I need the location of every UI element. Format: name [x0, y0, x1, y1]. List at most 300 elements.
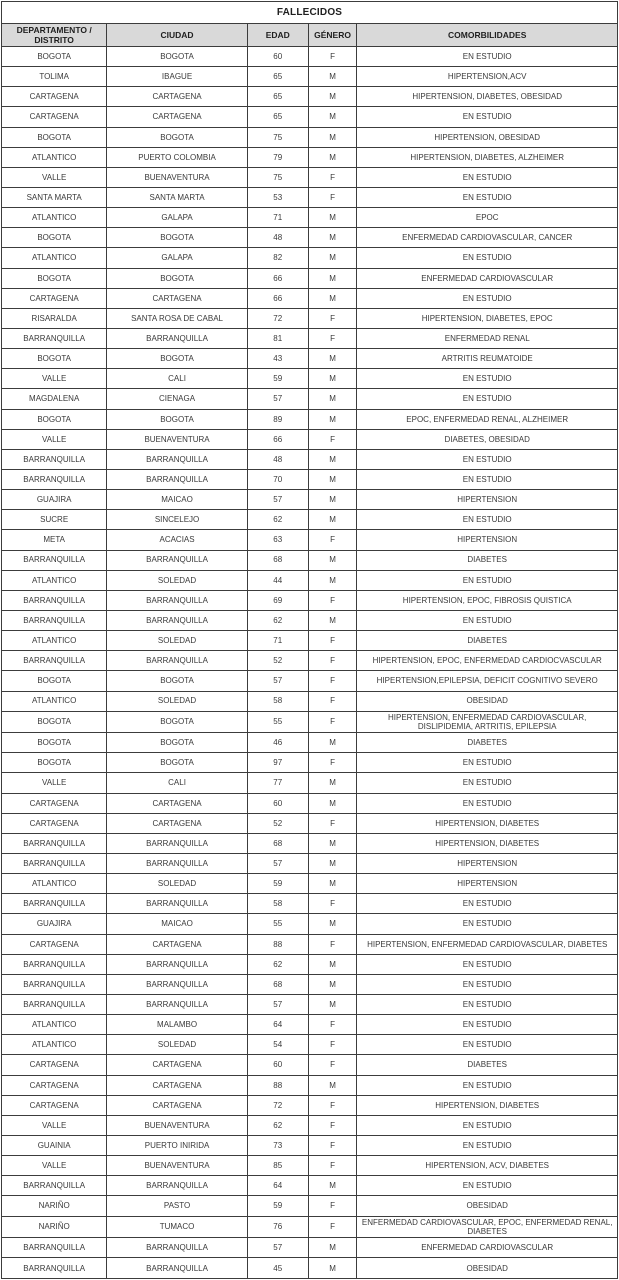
cell-ciudad: CALI — [107, 369, 247, 389]
cell-ciudad: BARRANQUILLA — [107, 651, 247, 671]
cell-comorbilidades: EN ESTUDIO — [357, 1015, 618, 1035]
cell-departamento: BARRANQUILLA — [2, 469, 107, 489]
cell-departamento: ATLANTICO — [2, 691, 107, 711]
cell-genero: M — [308, 369, 357, 389]
cell-edad: 65 — [247, 87, 308, 107]
cell-departamento: BARRANQUILLA — [2, 954, 107, 974]
cell-comorbilidades: HIPERTENSION, DIABETES — [357, 813, 618, 833]
cell-genero: M — [308, 510, 357, 530]
cell-genero: M — [308, 67, 357, 87]
cell-departamento: BARRANQUILLA — [2, 550, 107, 570]
cell-departamento: BOGOTA — [2, 753, 107, 773]
cell-comorbilidades: OBESIDAD — [357, 1258, 618, 1279]
cell-edad: 97 — [247, 753, 308, 773]
table-row — [2, 631, 618, 651]
cell-ciudad: CARTAGENA — [107, 934, 247, 954]
cell-comorbilidades: EN ESTUDIO — [357, 894, 618, 914]
cell-comorbilidades: OBESIDAD — [357, 1196, 618, 1216]
cell-departamento: CARTAGENA — [2, 87, 107, 107]
cell-edad: 65 — [247, 107, 308, 127]
table-title-row — [2, 2, 618, 24]
cell-edad: 62 — [247, 610, 308, 630]
cell-genero: F — [308, 1115, 357, 1135]
cell-comorbilidades: EN ESTUDIO — [357, 1075, 618, 1095]
cell-comorbilidades: EN ESTUDIO — [357, 995, 618, 1015]
cell-edad: 60 — [247, 1055, 308, 1075]
cell-departamento: ATLANTICO — [2, 248, 107, 268]
cell-comorbilidades: EN ESTUDIO — [357, 288, 618, 308]
cell-comorbilidades: HIPERTENSION,ACV — [357, 67, 618, 87]
cell-ciudad: CARTAGENA — [107, 87, 247, 107]
cell-comorbilidades: HIPERTENSION, OBESIDAD — [357, 127, 618, 147]
cell-genero: M — [308, 833, 357, 853]
table-row — [2, 974, 618, 994]
cell-edad: 70 — [247, 469, 308, 489]
column-header-comorbilidades: COMORBILIDADES — [357, 24, 618, 47]
cell-genero: F — [308, 934, 357, 954]
table-row — [2, 874, 618, 894]
cell-edad: 53 — [247, 187, 308, 207]
cell-comorbilidades: HIPERTENSION, ACV, DIABETES — [357, 1156, 618, 1176]
cell-ciudad: CARTAGENA — [107, 1055, 247, 1075]
cell-genero: F — [308, 187, 357, 207]
cell-genero: F — [308, 167, 357, 187]
cell-departamento: VALLE — [2, 1115, 107, 1135]
cell-comorbilidades: EN ESTUDIO — [357, 570, 618, 590]
cell-comorbilidades: HIPERTENSION, ENFERMEDAD CARDIOVASCULAR, DIABETES — [357, 934, 618, 954]
cell-comorbilidades: EN ESTUDIO — [357, 1176, 618, 1196]
table-row — [2, 733, 618, 753]
cell-comorbilidades: EN ESTUDIO — [357, 107, 618, 127]
cell-ciudad: GALAPA — [107, 248, 247, 268]
cell-ciudad: BOGOTA — [107, 228, 247, 248]
cell-comorbilidades: EN ESTUDIO — [357, 1135, 618, 1155]
table-row — [2, 934, 618, 954]
cell-ciudad: BUENAVENTURA — [107, 1115, 247, 1135]
cell-genero: F — [308, 1156, 357, 1176]
cell-edad: 57 — [247, 389, 308, 409]
table-row — [2, 1216, 618, 1238]
cell-edad: 59 — [247, 1196, 308, 1216]
cell-ciudad: BARRANQUILLA — [107, 833, 247, 853]
cell-genero: M — [308, 974, 357, 994]
cell-departamento: BOGOTA — [2, 47, 107, 67]
cell-edad: 58 — [247, 691, 308, 711]
cell-genero: F — [308, 308, 357, 328]
cell-ciudad: BOGOTA — [107, 268, 247, 288]
cell-genero: F — [308, 1135, 357, 1155]
table-row — [2, 187, 618, 207]
cell-departamento: BARRANQUILLA — [2, 651, 107, 671]
cell-departamento: META — [2, 530, 107, 550]
cell-genero: F — [308, 1015, 357, 1035]
column-header-ciudad: CIUDAD — [107, 24, 247, 47]
cell-ciudad: BARRANQUILLA — [107, 974, 247, 994]
table-row — [2, 369, 618, 389]
cell-ciudad: TUMACO — [107, 1216, 247, 1238]
cell-genero: M — [308, 449, 357, 469]
table-row — [2, 147, 618, 167]
cell-departamento: BARRANQUILLA — [2, 995, 107, 1015]
table-row — [2, 208, 618, 228]
table-row — [2, 813, 618, 833]
cell-edad: 72 — [247, 1095, 308, 1115]
cell-departamento: NARIÑO — [2, 1196, 107, 1216]
cell-ciudad: CIENAGA — [107, 389, 247, 409]
cell-departamento: BARRANQUILLA — [2, 1176, 107, 1196]
cell-departamento: BOGOTA — [2, 268, 107, 288]
cell-comorbilidades: DIABETES — [357, 1055, 618, 1075]
cell-genero: M — [308, 733, 357, 753]
cell-ciudad: BUENAVENTURA — [107, 429, 247, 449]
cell-comorbilidades: EN ESTUDIO — [357, 469, 618, 489]
cell-genero: M — [308, 995, 357, 1015]
cell-ciudad: CARTAGENA — [107, 793, 247, 813]
cell-departamento: ATLANTICO — [2, 1035, 107, 1055]
cell-edad: 69 — [247, 590, 308, 610]
cell-ciudad: BOGOTA — [107, 711, 247, 733]
table-row — [2, 995, 618, 1015]
cell-edad: 48 — [247, 228, 308, 248]
cell-genero: F — [308, 894, 357, 914]
cell-edad: 57 — [247, 490, 308, 510]
cell-comorbilidades: HIPERTENSION, EPOC, FIBROSIS QUISTICA — [357, 590, 618, 610]
table-row — [2, 1055, 618, 1075]
table-row — [2, 1115, 618, 1135]
cell-ciudad: SOLEDAD — [107, 1035, 247, 1055]
cell-ciudad: BOGOTA — [107, 349, 247, 369]
cell-genero: F — [308, 530, 357, 550]
cell-genero: M — [308, 874, 357, 894]
table-row — [2, 1156, 618, 1176]
cell-ciudad: BARRANQUILLA — [107, 610, 247, 630]
cell-ciudad: CARTAGENA — [107, 107, 247, 127]
cell-edad: 76 — [247, 1216, 308, 1238]
column-header-genero: GÉNERO — [308, 24, 357, 47]
table-row — [2, 1135, 618, 1155]
cell-edad: 45 — [247, 1258, 308, 1279]
cell-ciudad: BOGOTA — [107, 753, 247, 773]
cell-edad: 81 — [247, 328, 308, 348]
cell-departamento: BOGOTA — [2, 671, 107, 691]
cell-genero: F — [308, 691, 357, 711]
cell-departamento: VALLE — [2, 773, 107, 793]
table-row — [2, 954, 618, 974]
cell-ciudad: CARTAGENA — [107, 1095, 247, 1115]
cell-edad: 85 — [247, 1156, 308, 1176]
cell-genero: F — [308, 671, 357, 691]
cell-genero: M — [308, 610, 357, 630]
cell-departamento: NARIÑO — [2, 1216, 107, 1238]
cell-comorbilidades: HIPERTENSION — [357, 530, 618, 550]
table-row — [2, 47, 618, 67]
cell-edad: 68 — [247, 974, 308, 994]
cell-genero: F — [308, 1196, 357, 1216]
cell-edad: 43 — [247, 349, 308, 369]
cell-edad: 75 — [247, 127, 308, 147]
table-row — [2, 570, 618, 590]
cell-genero: M — [308, 1238, 357, 1258]
cell-departamento: BOGOTA — [2, 711, 107, 733]
cell-ciudad: CARTAGENA — [107, 1075, 247, 1095]
cell-genero: F — [308, 429, 357, 449]
cell-comorbilidades: ENFERMEDAD CARDIOVASCULAR, EPOC, ENFERMEDAD RENAL, DIABETES — [357, 1216, 618, 1238]
cell-genero: M — [308, 1075, 357, 1095]
table-row — [2, 1015, 618, 1035]
table-row — [2, 469, 618, 489]
table-row — [2, 288, 618, 308]
table-row — [2, 409, 618, 429]
cell-comorbilidades: EN ESTUDIO — [357, 914, 618, 934]
cell-genero: M — [308, 268, 357, 288]
table-title: FALLECIDOS — [2, 2, 618, 24]
cell-ciudad: CARTAGENA — [107, 813, 247, 833]
cell-comorbilidades: HIPERTENSION,EPILEPSIA, DEFICIT COGNITIVO SEVERO — [357, 671, 618, 691]
cell-comorbilidades: EN ESTUDIO — [357, 369, 618, 389]
cell-edad: 64 — [247, 1176, 308, 1196]
cell-ciudad: SOLEDAD — [107, 874, 247, 894]
cell-edad: 77 — [247, 773, 308, 793]
cell-edad: 79 — [247, 147, 308, 167]
cell-comorbilidades: EN ESTUDIO — [357, 389, 618, 409]
cell-genero: M — [308, 793, 357, 813]
cell-genero: M — [308, 147, 357, 167]
cell-genero: F — [308, 651, 357, 671]
table-row — [2, 793, 618, 813]
cell-edad: 88 — [247, 1075, 308, 1095]
table-row — [2, 167, 618, 187]
cell-departamento: TOLIMA — [2, 67, 107, 87]
cell-edad: 54 — [247, 1035, 308, 1055]
cell-edad: 64 — [247, 1015, 308, 1035]
cell-ciudad: PUERTO INIRIDA — [107, 1135, 247, 1155]
cell-ciudad: BARRANQUILLA — [107, 590, 247, 610]
cell-comorbilidades: HIPERTENSION, DIABETES, OBESIDAD — [357, 87, 618, 107]
table-row — [2, 1258, 618, 1279]
cell-departamento: VALLE — [2, 167, 107, 187]
cell-comorbilidades: HIPERTENSION, ENFERMEDAD CARDIOVASCULAR, DISLIPIDEMIA, ARTRITIS, EPILEPSIA — [357, 711, 618, 733]
table-row — [2, 87, 618, 107]
cell-departamento: BOGOTA — [2, 127, 107, 147]
cell-genero: F — [308, 711, 357, 733]
cell-comorbilidades: EN ESTUDIO — [357, 773, 618, 793]
cell-departamento: CARTAGENA — [2, 1095, 107, 1115]
table-body — [2, 47, 618, 1279]
cell-ciudad: BUENAVENTURA — [107, 1156, 247, 1176]
table-row — [2, 1075, 618, 1095]
cell-departamento: GUAJIRA — [2, 914, 107, 934]
cell-departamento: RISARALDA — [2, 308, 107, 328]
cell-ciudad: MAICAO — [107, 914, 247, 934]
cell-comorbilidades: ARTRITIS REUMATOIDE — [357, 349, 618, 369]
cell-departamento: CARTAGENA — [2, 934, 107, 954]
cell-departamento: SANTA MARTA — [2, 187, 107, 207]
cell-edad: 46 — [247, 733, 308, 753]
cell-edad: 82 — [247, 248, 308, 268]
cell-ciudad: BOGOTA — [107, 733, 247, 753]
table-row — [2, 349, 618, 369]
cell-edad: 66 — [247, 429, 308, 449]
cell-edad: 66 — [247, 288, 308, 308]
table-row — [2, 127, 618, 147]
cell-comorbilidades: EN ESTUDIO — [357, 248, 618, 268]
cell-comorbilidades: OBESIDAD — [357, 691, 618, 711]
cell-departamento: CARTAGENA — [2, 1055, 107, 1075]
cell-edad: 58 — [247, 894, 308, 914]
cell-comorbilidades: EN ESTUDIO — [357, 793, 618, 813]
cell-edad: 75 — [247, 167, 308, 187]
cell-genero: M — [308, 914, 357, 934]
cell-ciudad: CARTAGENA — [107, 288, 247, 308]
cell-edad: 62 — [247, 510, 308, 530]
cell-edad: 71 — [247, 208, 308, 228]
cell-edad: 88 — [247, 934, 308, 954]
cell-genero: M — [308, 228, 357, 248]
cell-genero: M — [308, 107, 357, 127]
cell-genero: F — [308, 753, 357, 773]
cell-edad: 57 — [247, 1238, 308, 1258]
cell-ciudad: GALAPA — [107, 208, 247, 228]
table-row — [2, 914, 618, 934]
cell-edad: 68 — [247, 550, 308, 570]
cell-departamento: SUCRE — [2, 510, 107, 530]
cell-edad: 59 — [247, 369, 308, 389]
cell-edad: 59 — [247, 874, 308, 894]
cell-departamento: CARTAGENA — [2, 1075, 107, 1095]
cell-departamento: BOGOTA — [2, 349, 107, 369]
cell-genero: M — [308, 469, 357, 489]
cell-comorbilidades: EN ESTUDIO — [357, 1115, 618, 1135]
cell-departamento: BARRANQUILLA — [2, 1238, 107, 1258]
cell-genero: M — [308, 127, 357, 147]
cell-comorbilidades: EN ESTUDIO — [357, 187, 618, 207]
cell-comorbilidades: DIABETES, OBESIDAD — [357, 429, 618, 449]
cell-comorbilidades: ENFERMEDAD CARDIOVASCULAR — [357, 1238, 618, 1258]
cell-genero: F — [308, 813, 357, 833]
cell-ciudad: SOLEDAD — [107, 631, 247, 651]
cell-comorbilidades: EPOC — [357, 208, 618, 228]
cell-departamento: ATLANTICO — [2, 1015, 107, 1035]
cell-comorbilidades: HIPERTENSION, DIABETES, EPOC — [357, 308, 618, 328]
cell-genero: M — [308, 1176, 357, 1196]
cell-comorbilidades: HIPERTENSION, DIABETES — [357, 1095, 618, 1115]
table-row — [2, 449, 618, 469]
table-row — [2, 550, 618, 570]
cell-departamento: BOGOTA — [2, 409, 107, 429]
table-row — [2, 530, 618, 550]
cell-edad: 52 — [247, 813, 308, 833]
cell-genero: F — [308, 1216, 357, 1238]
cell-departamento: BARRANQUILLA — [2, 833, 107, 853]
cell-comorbilidades: EN ESTUDIO — [357, 974, 618, 994]
cell-genero: F — [308, 328, 357, 348]
cell-departamento: BARRANQUILLA — [2, 610, 107, 630]
cell-edad: 48 — [247, 449, 308, 469]
cell-ciudad: BARRANQUILLA — [107, 1176, 247, 1196]
column-header-edad: EDAD — [247, 24, 308, 47]
cell-edad: 52 — [247, 651, 308, 671]
cell-departamento: ATLANTICO — [2, 570, 107, 590]
cell-ciudad: PUERTO COLOMBIA — [107, 147, 247, 167]
cell-ciudad: SOLEDAD — [107, 691, 247, 711]
cell-ciudad: PASTO — [107, 1196, 247, 1216]
cell-comorbilidades: DIABETES — [357, 733, 618, 753]
cell-departamento: VALLE — [2, 1156, 107, 1176]
cell-edad: 55 — [247, 914, 308, 934]
table-row — [2, 894, 618, 914]
cell-ciudad: CALI — [107, 773, 247, 793]
cell-comorbilidades: EN ESTUDIO — [357, 753, 618, 773]
cell-departamento: ATLANTICO — [2, 208, 107, 228]
cell-departamento: CARTAGENA — [2, 813, 107, 833]
cell-ciudad: BARRANQUILLA — [107, 1258, 247, 1279]
cell-edad: 68 — [247, 833, 308, 853]
cell-ciudad: MALAMBO — [107, 1015, 247, 1035]
cell-edad: 72 — [247, 308, 308, 328]
cell-edad: 55 — [247, 711, 308, 733]
cell-ciudad: BARRANQUILLA — [107, 328, 247, 348]
cell-comorbilidades: EN ESTUDIO — [357, 954, 618, 974]
cell-comorbilidades: EN ESTUDIO — [357, 610, 618, 630]
table-header-row — [2, 24, 618, 47]
cell-edad: 57 — [247, 671, 308, 691]
cell-genero: M — [308, 490, 357, 510]
cell-departamento: ATLANTICO — [2, 147, 107, 167]
cell-genero: F — [308, 1055, 357, 1075]
cell-departamento: GUAJIRA — [2, 490, 107, 510]
table-row — [2, 1035, 618, 1055]
cell-genero: M — [308, 570, 357, 590]
cell-ciudad: SINCELEJO — [107, 510, 247, 530]
table-row — [2, 1176, 618, 1196]
cell-comorbilidades: ENFERMEDAD RENAL — [357, 328, 618, 348]
cell-departamento: MAGDALENA — [2, 389, 107, 409]
cell-ciudad: BARRANQUILLA — [107, 1238, 247, 1258]
cell-genero: F — [308, 1095, 357, 1115]
cell-ciudad: BOGOTA — [107, 671, 247, 691]
cell-ciudad: BARRANQUILLA — [107, 550, 247, 570]
cell-edad: 89 — [247, 409, 308, 429]
cell-edad: 60 — [247, 793, 308, 813]
cell-edad: 60 — [247, 47, 308, 67]
cell-ciudad: BOGOTA — [107, 409, 247, 429]
cell-edad: 62 — [247, 954, 308, 974]
cell-genero: M — [308, 1258, 357, 1279]
table-row — [2, 651, 618, 671]
cell-ciudad: BARRANQUILLA — [107, 995, 247, 1015]
cell-departamento: ATLANTICO — [2, 631, 107, 651]
cell-comorbilidades: ENFERMEDAD CARDIOVASCULAR — [357, 268, 618, 288]
cell-comorbilidades: EN ESTUDIO — [357, 1035, 618, 1055]
fallecidos-table — [1, 1, 618, 1279]
cell-genero: M — [308, 87, 357, 107]
table-row — [2, 389, 618, 409]
table-row — [2, 1095, 618, 1115]
table-row — [2, 691, 618, 711]
table-row — [2, 67, 618, 87]
cell-edad: 66 — [247, 268, 308, 288]
cell-edad: 62 — [247, 1115, 308, 1135]
cell-edad: 57 — [247, 995, 308, 1015]
cell-genero: M — [308, 409, 357, 429]
cell-comorbilidades: EN ESTUDIO — [357, 47, 618, 67]
cell-edad: 63 — [247, 530, 308, 550]
cell-comorbilidades: EN ESTUDIO — [357, 167, 618, 187]
cell-ciudad: BARRANQUILLA — [107, 854, 247, 874]
cell-departamento: BARRANQUILLA — [2, 328, 107, 348]
table-row — [2, 1238, 618, 1258]
cell-comorbilidades: EN ESTUDIO — [357, 449, 618, 469]
